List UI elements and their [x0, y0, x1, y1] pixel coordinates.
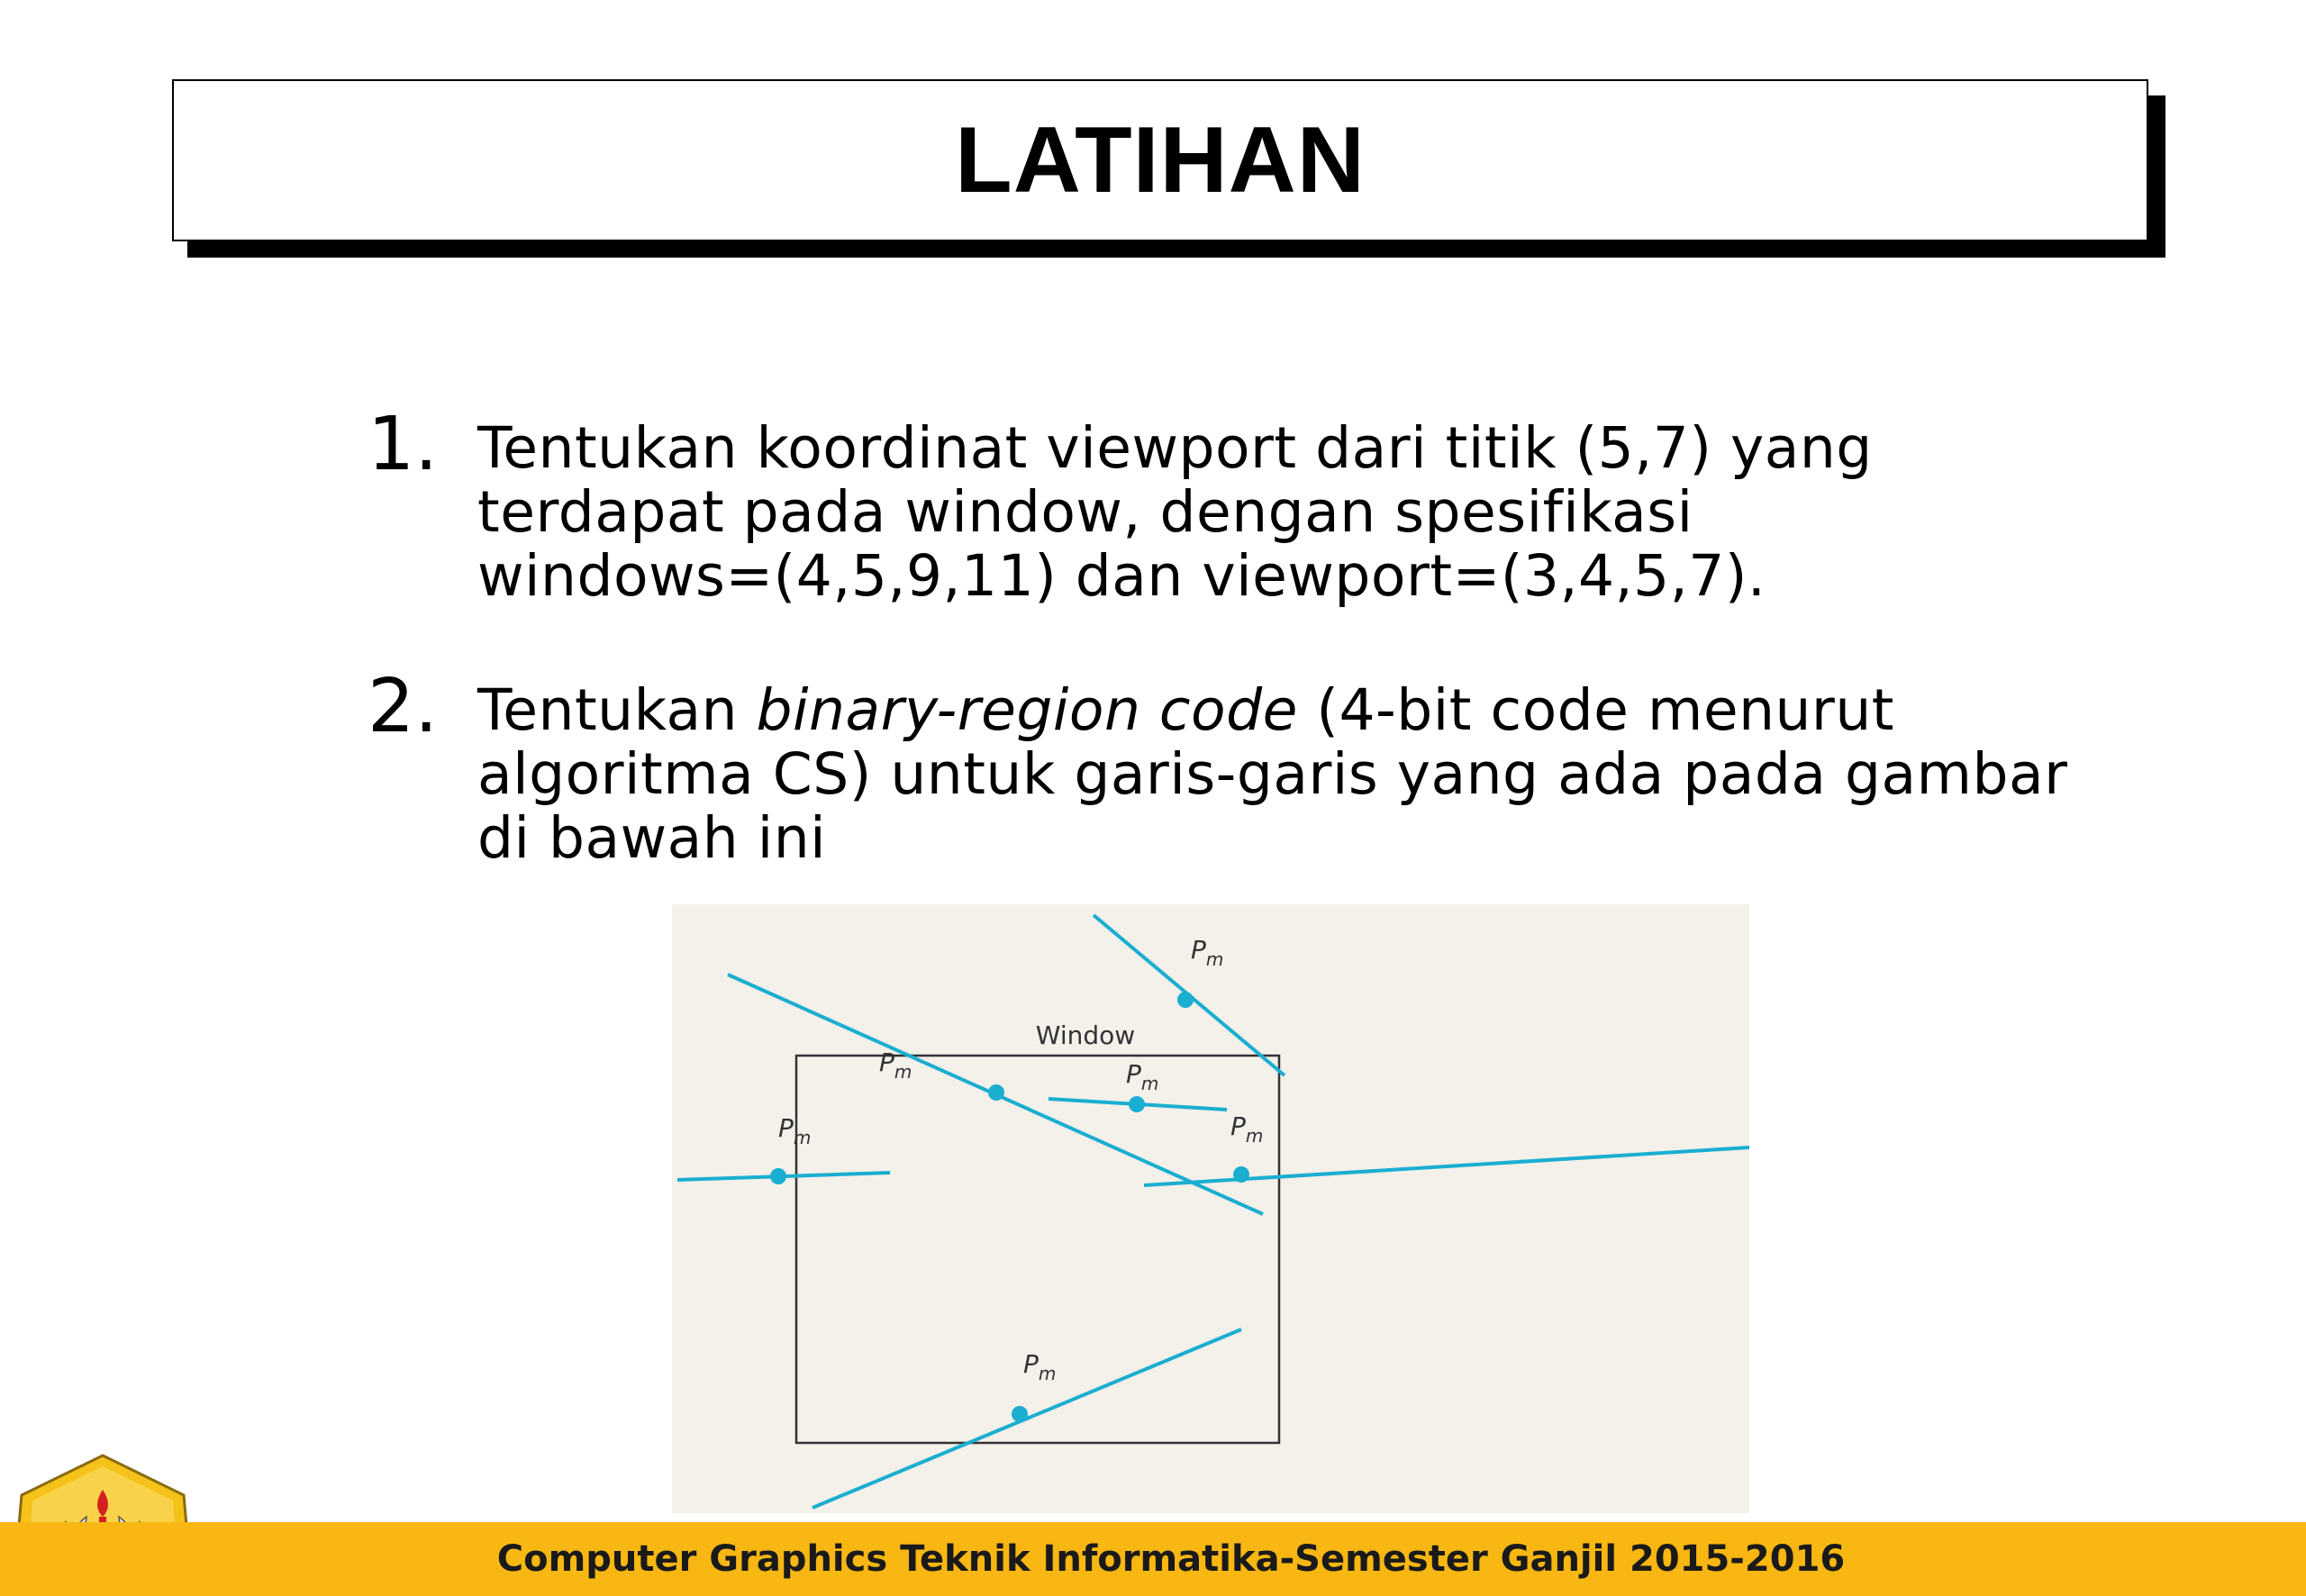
midpoint-marker [1177, 992, 1194, 1008]
clipping-diagram [672, 904, 1749, 1513]
footer-text: Computer Graphics Teknik Informatika-Semester Ganjil 2015-2016 [496, 1538, 1846, 1580]
item-line: Tentukan koordinat viewport dari titik (5,7) yang [477, 415, 1873, 481]
midpoint-marker [988, 1084, 1004, 1101]
item-text-italic: binary-region code [756, 677, 1298, 743]
item-number: 1. [368, 402, 439, 487]
item-text [477, 416, 2162, 608]
midpoint-marker [770, 1168, 786, 1184]
item-text-end: (4-bit code menurut [1297, 677, 1894, 743]
midpoint-label: $P_m$ [1230, 1111, 1264, 1147]
title-box [172, 79, 2148, 241]
item-text-start: Tentukan [477, 677, 757, 743]
item-line: di bawah ini [477, 805, 827, 871]
midpoint-marker [1233, 1166, 1249, 1183]
item-line: terdapat pada window, dengan spesifikasi [477, 479, 1693, 545]
midpoint-label: $P_m$ [1191, 935, 1224, 970]
slide-title: LATIHAN [955, 107, 1366, 213]
midpoint-marker [1129, 1096, 1145, 1112]
item-line: algoritma CS) untuk garis-garis yang ada pada gambar [477, 741, 2068, 807]
list-item [360, 402, 2162, 609]
window-label: Window [1035, 1020, 1136, 1050]
midpoint-label: $P_m$ [879, 1047, 912, 1083]
footer-bar [0, 1522, 2306, 1596]
item-number: 2. [368, 664, 439, 749]
line-segments [677, 915, 1749, 1508]
midpoint-label: $P_m$ [778, 1113, 812, 1148]
list-item [360, 664, 2162, 871]
midpoint-marker [1012, 1406, 1028, 1422]
midpoint-label: $P_m$ [1126, 1059, 1159, 1094]
exercise-list [360, 402, 2162, 940]
item-line [477, 678, 2162, 742]
midpoint-label: $P_m$ [1023, 1349, 1057, 1384]
item-text [477, 678, 2162, 870]
line-segment [1144, 1147, 1749, 1185]
item-line: windows=(4,5,9,11) dan viewport=(3,4,5,7). [477, 543, 1766, 609]
clipping-figure [672, 904, 1749, 1513]
